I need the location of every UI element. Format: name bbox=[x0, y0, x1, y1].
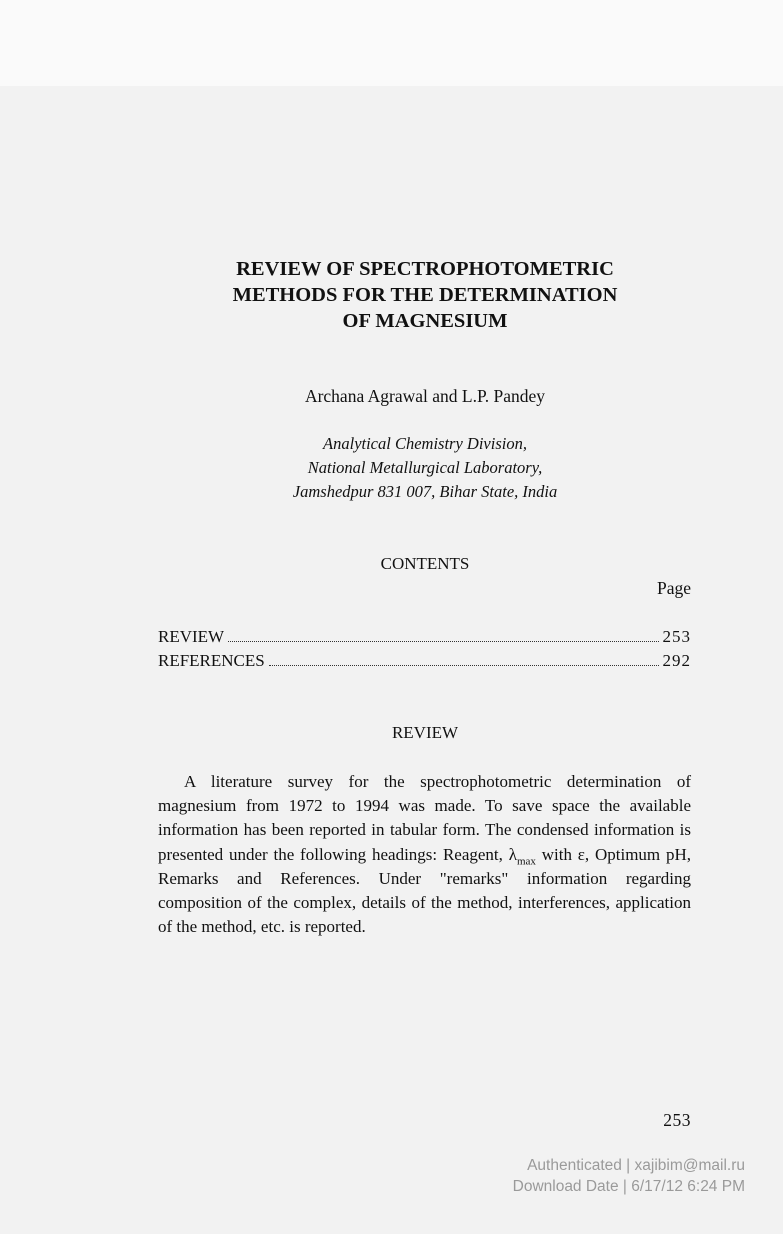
toc-entry-label: REFERENCES bbox=[158, 651, 265, 670]
title-line-1: REVIEW OF SPECTROPHOTOMETRIC bbox=[236, 258, 614, 280]
affiliation-laboratory: National Metallurgical Laboratory, bbox=[307, 458, 543, 477]
title-line-3: OF MAGNESIUM bbox=[342, 310, 508, 332]
review-section-heading: REVIEW bbox=[391, 723, 459, 742]
download-watermark bbox=[470, 1156, 745, 1197]
contents-page-label: Page bbox=[656, 578, 691, 598]
toc-entry-references[interactable] bbox=[158, 649, 691, 673]
toc-entry-label: REVIEW bbox=[158, 627, 225, 646]
lambda-symbol: λ bbox=[508, 844, 517, 864]
toc-leader-dots bbox=[228, 641, 658, 642]
review-text-part-2: with ε, Optimum pH, Remarks and References. Under "remarks" information regarding composition of the complex, details of the method, interferences, application of the method, etc. is reported. bbox=[158, 844, 691, 937]
toc-entry-page: 292 bbox=[662, 651, 691, 670]
affiliation bbox=[150, 432, 700, 504]
toc-leader-dots bbox=[269, 665, 659, 666]
review-paragraph bbox=[158, 770, 691, 939]
lambda-subscript: max bbox=[516, 855, 536, 867]
toc-entry-review[interactable] bbox=[158, 625, 691, 649]
top-margin-band bbox=[0, 0, 783, 86]
contents-heading: CONTENTS bbox=[380, 554, 470, 573]
review-text-part-1: A literature survey for the spectrophotometric determination of magnesium from 1972 to 1994 was made. To save space the available information has been reported in tabular form. The condensed information is presented under the following headings: Reagent, bbox=[158, 772, 691, 864]
page-number: 253 bbox=[663, 1110, 691, 1130]
watermark-authenticated: Authenticated | xajibim@mail.ru bbox=[527, 1157, 745, 1174]
watermark-download-date: Download Date | 6/17/12 6:24 PM bbox=[512, 1177, 745, 1195]
table-of-contents bbox=[158, 625, 691, 673]
paper-title bbox=[150, 256, 700, 334]
title-line-2: METHODS FOR THE DETERMINATION bbox=[232, 284, 618, 306]
affiliation-address: Jamshedpur 831 007, Bihar State, India bbox=[292, 482, 558, 501]
toc-entry-page: 253 bbox=[662, 627, 691, 646]
affiliation-division: Analytical Chemistry Division, bbox=[323, 434, 527, 453]
authors: Archana Agrawal and L.P. Pandey bbox=[304, 386, 546, 406]
